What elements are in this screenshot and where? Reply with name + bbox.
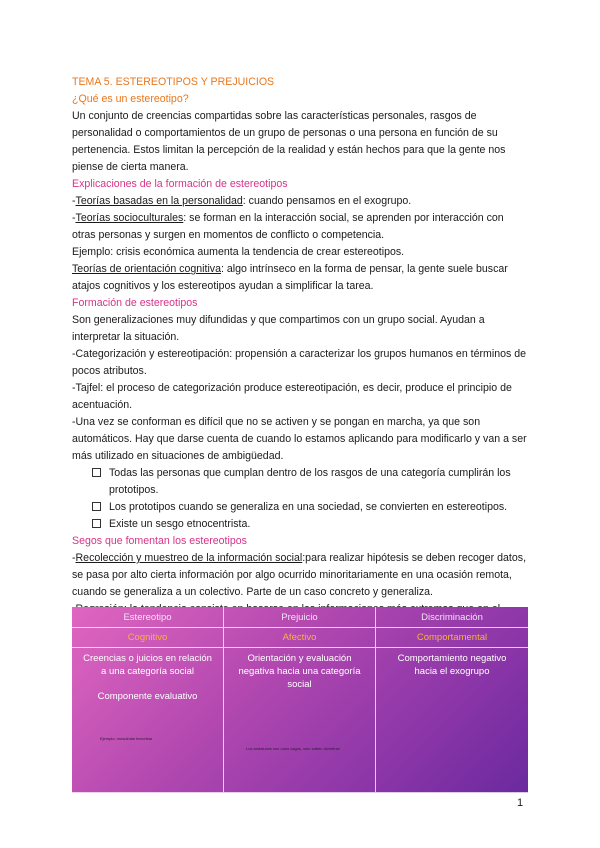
checkbox-item-text: Los prototipos cuando se generaliza en una sociedad, se convierten en estereotipos. — [109, 501, 508, 513]
theory-cognitiva-text: : algo intrínseco en la forma de pensar, la gente suele buscar atajos cognitivos y los estereotipos ayudan a simplificar la tarea. — [72, 263, 508, 292]
document-page — [72, 74, 528, 635]
theory-cognitiva — [72, 261, 528, 295]
checkbox-item — [92, 499, 528, 516]
table-cell-evaluativo-text: Componente evaluativo — [97, 691, 198, 702]
table-header-estereotipo: Estereotipo — [72, 607, 224, 628]
checkbox-item — [92, 516, 528, 533]
page-number: 1 — [517, 797, 524, 809]
checkbox-item-text: Todas las personas que cumplan dentro de los rasgos de una categoría cumplirán los prototipos. — [109, 467, 511, 496]
theory-personalidad-text: : cuando pensamos en el exogrupo. — [242, 195, 412, 207]
comparison-table — [72, 607, 528, 793]
table-header-discriminacion: Discriminación — [376, 607, 528, 628]
question-heading: ¿Qué es un estereotipo? — [72, 93, 189, 105]
table-header-prejuicio: Prejuicio — [224, 607, 376, 628]
theory-personalidad: -Teorías basadas en la personalidad: cuando pensamos en el exogrupo. — [72, 195, 412, 207]
table-sub-cognitivo: Cognitivo — [72, 628, 224, 648]
section-heading-explicaciones: Explicaciones de la formación de estereotipos — [72, 178, 288, 190]
table-sub-comportamental: Comportamental — [376, 628, 528, 648]
sesgo-recoleccion: -Recolección y muestreo de la información social:para realizar hipótesis se deben recoger datos, se pasa por alto cierta información por algo ocurrido minoritariamente en una ocasión remota, cuando se generaliza a un colectivo. Parte de un caso concreto y generaliza. — [72, 552, 527, 598]
table-cell-estereotipo-text: Creencias o juicios en relación a una categoría social — [83, 653, 212, 677]
table-cell-prejuicio-text: Orientación y evaluación negativa hacia una categoría social — [238, 653, 361, 690]
checkbox-icon — [92, 468, 101, 477]
formacion-tajfel: -Tajfel: el proceso de categorización produce estereotipación, es decir, produce el principio de acentuación. — [72, 382, 512, 411]
theory-socioculturales: -Teorías socioculturales: se forman en la interacción social, se aprenden por interacción con otras personas y surgen en momentos de conflicto o competencia. — [72, 212, 504, 241]
table-cell-discriminacion — [376, 648, 528, 793]
theory-personalidad-label: Teorías basadas en la personalidad — [75, 195, 243, 207]
checkbox-item — [92, 465, 528, 499]
theory-socioculturales-text: : se forman en la interacción social, se aprenden por interacción con otras personas y surgen en momentos de conflicto o competencia. — [72, 212, 504, 241]
example-line: Ejemplo: crisis económica aumenta la tendencia de crear estereotipos. — [72, 246, 405, 258]
checkbox-item-text: Existe un sesgo etnocentrista. — [109, 518, 251, 530]
table-cell-tiny-note: Los andaluces son unos vagos, solo saben divertirse — [246, 746, 340, 751]
table-cell-discriminacion-text: Comportamiento negativo hacia el exogrupo — [397, 653, 507, 677]
theory-socioculturales-label: Teorías socioculturales — [75, 212, 184, 224]
sesgo-recoleccion-text: :para realizar hipótesis se deben recoger datos, se pasa por alto cierta información por algo ocurrido minoritariamente en una ocasión remota, cuando se generaliza a un colectivo. Parte de un caso concreto y generaliza. — [72, 552, 527, 598]
table-sub-afectivo: Afectivo — [224, 628, 376, 648]
section-heading-formacion: Formación de estereotipos — [72, 297, 198, 309]
formacion-automaticos: -Una vez se conforman es difícil que no se activen y se pongan en marcha, ya que son automáticos. Hay que darse cuenta de cuando lo estamos aplicando para modificarlo y van a ser más utilizado en situaciones de ambigüedad. — [72, 416, 527, 462]
definition-paragraph: Un conjunto de creencias compartidas sobre las características personales, rasgos de personalidad o comportamientos de un grupo de personas o una persona en función de su pertenencia. Estos limitan la percepción de la realidad y están hechos para que la gente nos piense de cierta manera. — [72, 110, 506, 173]
checkbox-icon — [92, 519, 101, 528]
document-title: TEMA 5. ESTEREOTIPOS Y PREJUICIOS — [72, 76, 275, 88]
theory-cognitiva-label: Teorías de orientación cognitiva — [72, 263, 221, 275]
formacion-intro: Son generalizaciones muy difundidas y que compartimos con un grupo social. Ayudan a interpretar la situación. — [72, 314, 485, 343]
table-cell-prejuicio — [224, 648, 376, 793]
section-heading-sesgos: Segos que fomentan los estereotipos — [72, 535, 247, 547]
table-cell-estereotipo — [72, 648, 224, 793]
checkbox-icon — [92, 502, 101, 511]
formacion-categorizacion: -Categorización y estereotipación: propensión a caracterizar los grupos humanos en términos de pocos atributos. — [72, 348, 527, 377]
table-cell-tiny-note: Ejemplo: musulmán terrorista — [100, 736, 153, 741]
sesgo-recoleccion-label: Recolección y muestreo de la información social — [75, 552, 303, 564]
